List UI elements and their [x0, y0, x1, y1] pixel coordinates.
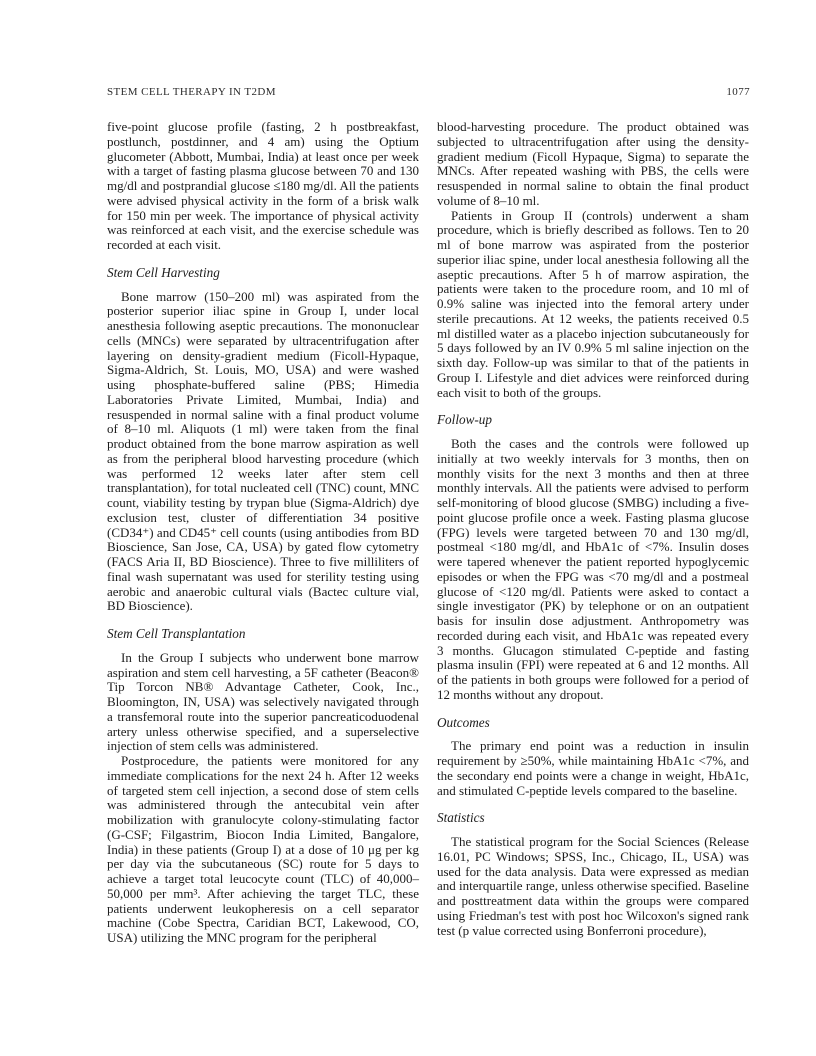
- right-column: [437, 120, 749, 946]
- paragraph-outcomes: The primary end point was a reduction in insulin requirement by ≥50%, while maintaining HbA1c <7%, and the secondary end points were a change in weight, HbA1c, and stimulated C-peptide levels compared to the baseline.: [437, 738, 749, 798]
- section-heading-statistics: Statistics: [437, 810, 485, 826]
- paragraph-blood-harvesting: blood-harvesting procedure. The product obtained was subjected to ultracentrifugation after using the density-gradient medium (Ficoll Hypaque, Sigma) to separate the MNCs. After repeated washing with PBS, the cells were resuspended in normal saline to obtain the final product volume of 8–10 ml.: [437, 119, 749, 208]
- paragraph-transplantation-1: In the Group I subjects who underwent bone marrow aspiration and stem cell harvesting, a 5F catheter (Beacon® Tip Torcon NB® Advantage Catheter, Cook, Inc., Bloomington, IN, USA) was selectively navigated through a transfemoral route into the superior pancreaticoduodenal artery unless otherwise specified, and a superselective injection of stem cells was administered.: [107, 649, 419, 754]
- paragraph-stem-cell-harvesting: Bone marrow (150–200 ml) was aspirated from the posterior superior iliac spine in Group I, under local anesthesia following aseptic precautions. The mononuclear cells (MNCs) were separated by ultracentrifugation after layering on density-gradient medium (Ficoll-Hypaque, Sigma-Aldrich, St. Louis, MO, USA) and were washed using phosphate-buffered saline (PBS; Himedia Laboratories Private Limited, Mumbai, India) and resuspended in normal saline with a final product volume of 8–10 ml. Aliquots (1 ml) were taken from the final product obtained from the bone marrow aspiration as well as from the peripheral blood harvesting procedure (which was performed 12 weeks later after stem cell transplantation), for total nucleated cell (TNC) count, MNC count, viability testing by trypan blue (Sigma-Aldrich) dye exclusion test, cluster of differentiation 34 positive (CD34⁺) and CD45⁺ cell counts (using antibodies from BD Bioscience, San Jose, CA, USA) by gated flow cytometry (FACS Aria II, BD Bioscience). Three to five milliliters of final wash supernatant was used for sterility testing using aerobic and anaerobic cultural vials (Bactec culture vial, BD Bioscience).: [107, 288, 419, 614]
- running-title: STEM CELL THERAPY IN T2DM: [107, 86, 276, 98]
- paragraph-statistics: The statistical program for the Social Sciences (Release 16.01, PC Windows; SPSS, Inc., Chicago, IL, USA) was used for the data analysis. Data were expressed as median and interquartile range, unless otherwise specified. Baseline and posttreatment data within the groups were compared using Friedman's test with post hoc Wilcoxon's signed rank test (p value corrected using Bonferroni procedure),: [437, 834, 749, 938]
- section-heading-stem-cell-transplantation: Stem Cell Transplantation: [107, 626, 246, 641]
- page-number: 1077: [726, 86, 750, 98]
- running-head: [107, 86, 750, 98]
- two-column-body: [107, 120, 750, 946]
- section-heading-follow-up: Follow-up: [437, 412, 492, 428]
- paragraph-sham-procedure: Patients in Group II (controls) underwent a sham procedure, which is briefly described as follows. Ten to 20 ml of bone marrow was aspirated from the posterior superior iliac spine, under local anesthesia following all the aseptic precautions. After 5 h of marrow aspiration, the patients were taken to the procedure room, and 10 ml of 0.9% saline was injected into the femoral artery under sterile precautions. At 12 weeks, the patients received 0.5 ml distilled water as a placebo injection subcutaneously for 5 days followed by an IV 0.9% 5 ml saline injection on the sixth day. Follow-up was similar to that of the patients in Group I. Lifestyle and diet advices were reinforced during each visit to both of the groups.: [437, 207, 749, 400]
- section-heading-outcomes: Outcomes: [437, 714, 490, 730]
- paragraph-transplantation-2: Postprocedure, the patients were monitored for any immediate complications for the next 24 h. After 12 weeks of targeted stem cell injection, a second dose of stem cells was administered through the antecubital vein after mobilization with granulocyte colony-stimulating factor (G-CSF; Filgastrim, Biocon India Limited, Bangalore, India) in these patients (Group I) at a dose of 10 μg per kg per day via the subcutaneous (SC) route for 5 days to achieve a target total leucocyte count (TLC) of 40,000–50,000 per mm³. After achieving the target TLC, these patients underwent leukopheresis on a cell separator machine (Cobe Spectra, Caridian BCT, Lakewood, CO, USA) utilizing the MNC program for the peripheral: [107, 753, 419, 945]
- paragraph-glucose-profile: five-point glucose profile (fasting, 2 h postbreakfast, postlunch, postdinner, and 4 am) using the Optium glucometer (Abbott, Mumbai, India) at least once per week with a target of fasting plasma glucose between 70 and 130 mg/dl and postprandial glucose ≤180 mg/dl. All the patients were advised physical activity in the form of a brisk walk for 150 min per week. The importance of physical activity was reinforced at each visit, and the exercise schedule was recorded at each visit.: [107, 119, 419, 252]
- paragraph-follow-up: Both the cases and the controls were followed up initially at two weekly intervals for 3 months, then on monthly visits for the next 3 months and then at three monthly intervals. All the patients were advised to perform self-monitoring of blood glucose (SMBG) including a five-point glucose profile once a week. Fasting plasma glucose (FPG) levels were targeted between 70 and 130 mg/dl, postmeal <180 mg/dl, and HbA1c of <7%. Insulin doses were tapered whenever the patient reported hypoglycemic episodes or when the FPG was <70 mg/dl and a postmeal glucose of <120 mg/dl. Patients were asked to contact a single investigator (PK) by telephone or on an outpatient basis for insulin dose adjustment. Anthropometry was recorded during each visit, and HbA1c was repeated every 3 months. Glucagon stimulated C-peptide and fasting plasma insulin (FPI) were repeated at 6 and 12 months. All of the patients in both groups were followed for a period of 12 months without any dropout.: [437, 436, 749, 702]
- section-heading-stem-cell-harvesting: Stem Cell Harvesting: [107, 264, 220, 280]
- left-column: [107, 120, 419, 946]
